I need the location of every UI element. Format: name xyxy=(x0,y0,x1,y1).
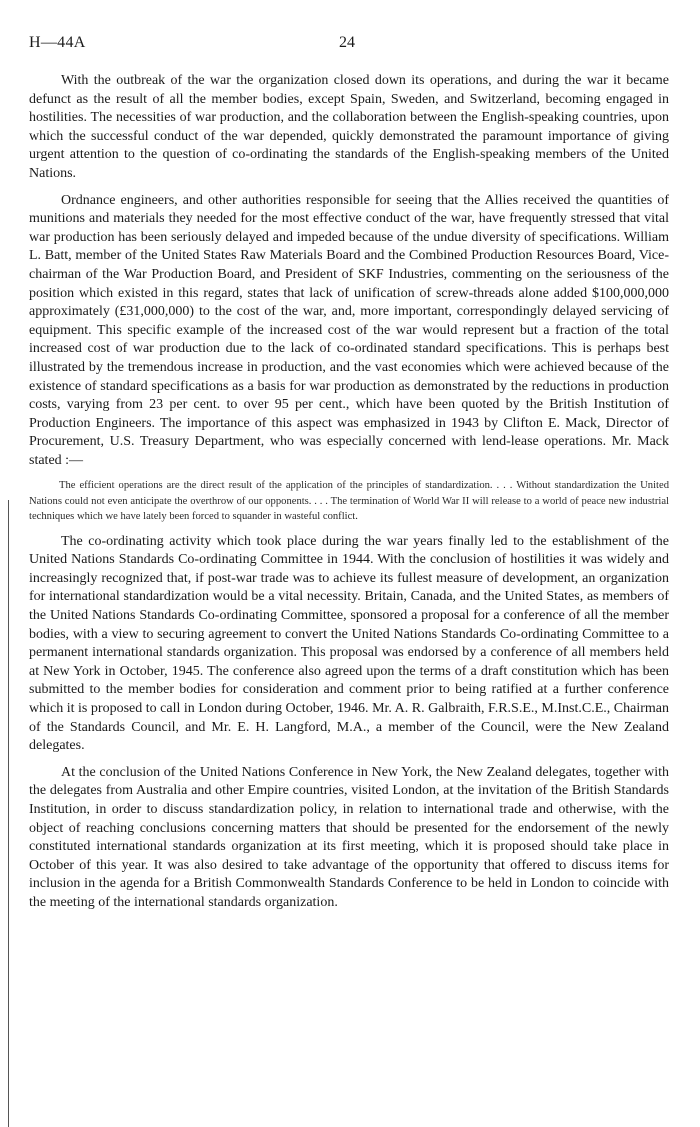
paragraph-ordnance-engineers: Ordnance engineers, and other authorities responsible for seeing that the Allies received the quantities of munitions and materials they needed for the most effective conduct of the war, have frequently stressed that vital war production has been seriously delayed and impeded because of the undue diversity of specifications. William L. Batt, member of the United States Raw Materials Board and the Combined Production Resources Board, Vice-chairman of the War Production Board, and President of SKF Industries, commenting on the seriousness of the position which existed in this regard, states that lack of unification of screw-threads alone added $100,000,000 approximately (£31,000,000) to the cost of the war, and, more important, correspondingly delayed servicing of equipment. This specific example of the increased cost of the war would represent but a fraction of the total increased cost of war production due to the lack of co-ordinated standard specifications. This is perhaps best illustrated by the tremendous increase in production, and the vast economies which were achieved because of the existence of standard specifications as a basis for war production as demonstrated by the reductions in production costs, varying from 23 per cent. to over 95 per cent., which have been quoted by the British Institution of Production Engineers. The importance of this aspect was emphasized in 1943 by Clifton E. Mack, Director of Procurement, U.S. Treasury Department, who was especially concerned with lend-lease operations. Mr. Mack stated :— xyxy=(29,192,669,468)
page-number: 24 xyxy=(339,34,355,51)
page-edge-rule xyxy=(8,500,9,1127)
page-body xyxy=(29,72,669,921)
paragraph-war-outbreak: With the outbreak of the war the organization closed down its operations, and during the war it became defunct as the result of all the member bodies, except Spain, Sweden, and Switzerland, becoming engaged in hostilities. The necessities of war production, and the collaboration between the English-speaking countries, upon which the successful conduct of the war depended, quickly demonstrated the paramount importance of giving urgent attention to the question of co-ordinating the standards of the English-speaking members of the United Nations. xyxy=(29,73,669,181)
page-header xyxy=(29,34,669,54)
quotation-mack: The efficient operations are the direct result of the application of the principles of standardization. . . . Without standardization the United Nations could not even anticipate the overthrow of our opponents. . . . The termination of World War II will release to a world of peace new industrial techniques which we have lately been forced to squander in wasteful conflict. xyxy=(29,480,669,523)
paragraph-conference-conclusion: At the conclusion of the United Nations Conference in New York, the New Zealand delegates, together with the delegates from Australia and other Empire countries, visited London, at the invitation of the British Standards Institution, in order to discuss standardization policy, in relation to international trade and otherwise, with the object of reaching conclusions concerning matters that should be presented for the endorsement of the newly constituted international standards organization at its first meeting, which it is proposed should take place in October of this year. It was also desired to take advantage of the opportunity that offered to discuss items for inclusion in the agenda for a British Commonwealth Standards Conference to be held in London to coincide with the meeting of the international standards organization. xyxy=(29,764,669,910)
document-reference: H—44A xyxy=(29,34,86,51)
paragraph-coordinating-activity: The co-ordinating activity which took place during the war years finally led to the establishment of the United Nations Standards Co-ordinating Committee in 1944. With the conclusion of hostilities it was widely and increasingly recognized that, if post-war trade was to achieve its fullest measure of development, an organization for international standardization would be a vital necessity. Britain, Canada, and the United States, as members of the United Nations Standards Co-ordinating Committee, sponsored a proposal for a conference of all the member bodies, with a view to securing agreement to convert the United Nations Standards Co-ordinating Committee to a permanent international standards organization. This proposal was endorsed by a conference of all members held at New York in October, 1945. The conference also agreed upon the terms of a draft constitution which has been submitted to the member bodies for consideration and comment prior to being ratified at a further conference which it is proposed to call in London during October, 1946. Mr. A. R. Galbraith, F.R.S.E., M.Inst.C.E., Chairman of the Standards Council, and Mr. E. H. Langford, M.A., a member of the Council, were the New Zealand delegates. xyxy=(29,533,669,754)
